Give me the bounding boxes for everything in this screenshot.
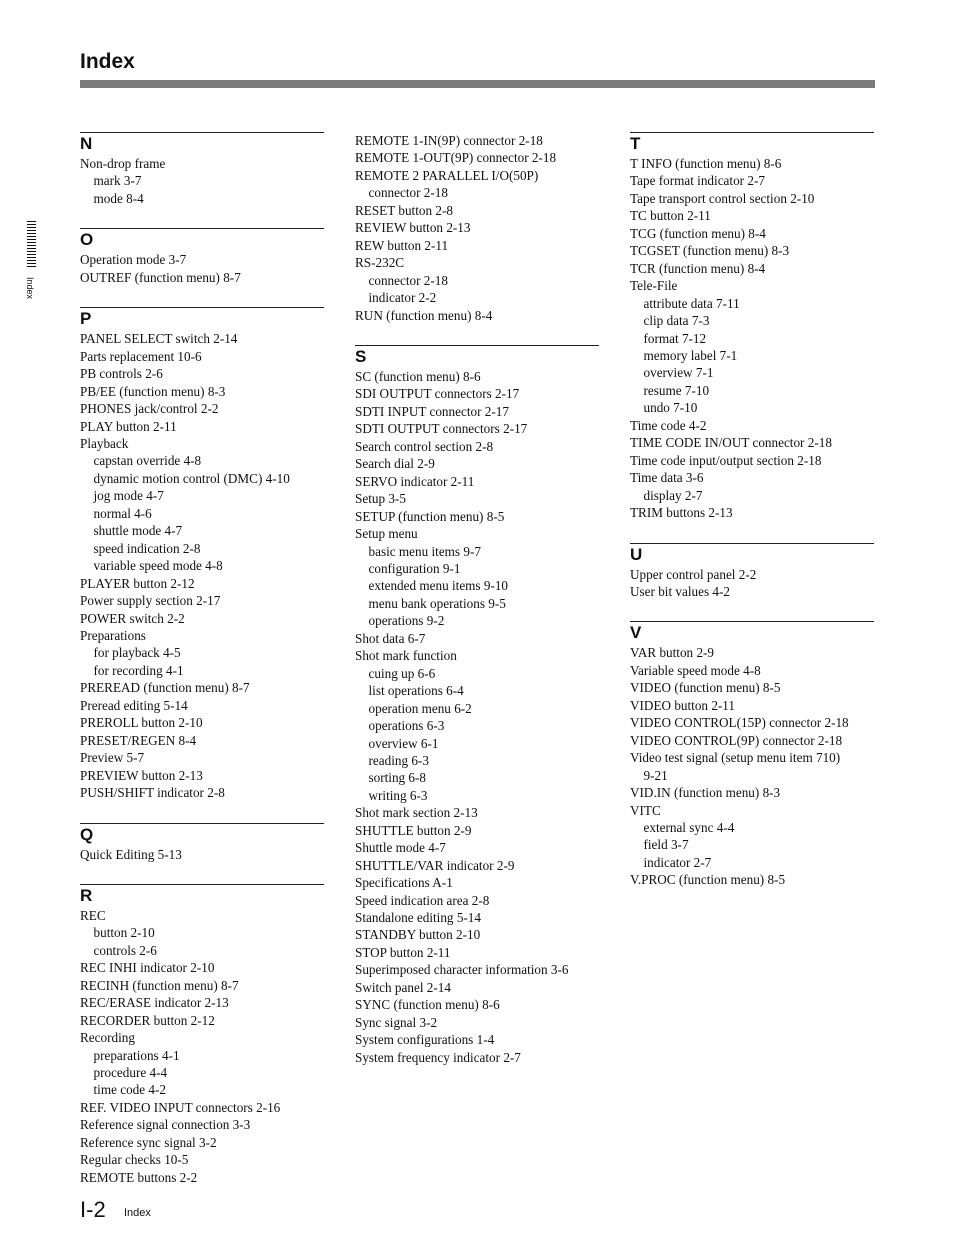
index-entry: Setup menu <box>355 526 418 542</box>
section-letter: T <box>630 134 641 153</box>
side-tab-label: Index <box>25 277 35 300</box>
index-entry: PREVIEW button 2-13 <box>80 767 203 783</box>
footer-label: Index <box>124 1207 151 1219</box>
section-rule <box>80 823 324 824</box>
index-entry: Time data 3-6 <box>630 470 704 486</box>
index-column-1 <box>80 132 324 1207</box>
index-entry: TCR (function menu) 8-4 <box>630 260 766 276</box>
index-entry: Time code 4-2 <box>630 417 707 433</box>
index-subentry: clip data 7-3 <box>643 313 710 329</box>
index-entry: Tele-File <box>630 278 678 294</box>
index-entry: Playback <box>80 435 129 451</box>
index-entry: VID.IN (function menu) 8-3 <box>630 785 781 801</box>
index-entry: REC <box>80 907 106 923</box>
index-subentry: connector 2-18 <box>368 185 448 201</box>
index-subentry: external sync 4-4 <box>643 819 735 835</box>
index-subentry: overview 6-1 <box>368 735 439 751</box>
index-entry: SERVO indicator 2-11 <box>355 473 475 489</box>
index-entry: RECORDER button 2-12 <box>80 1012 215 1028</box>
index-subentry: display 2-7 <box>643 487 703 503</box>
index-entry: Recording <box>80 1030 135 1046</box>
index-entry: Shot mark function <box>355 648 457 664</box>
index-subentry: controls 2-6 <box>93 942 157 958</box>
section-letter: Q <box>80 824 94 844</box>
section-rule <box>80 132 324 133</box>
index-section <box>80 884 324 1186</box>
index-entry: PREREAD (function menu) 8-7 <box>80 680 250 696</box>
index-entry: Reference signal connection 3-3 <box>80 1117 251 1133</box>
index-entry: Switch panel 2-14 <box>355 979 451 995</box>
index-subentry: overview 7-1 <box>643 365 714 381</box>
index-entry: Parts replacement 10-6 <box>80 348 202 364</box>
index-entry: Search dial 2-9 <box>355 456 435 472</box>
index-subentry: list operations 6-4 <box>368 683 464 699</box>
index-entry: V.PROC (function menu) 8-5 <box>630 872 786 888</box>
index-entry: Regular checks 10-5 <box>80 1152 189 1168</box>
index-entry: Sync signal 3-2 <box>355 1014 438 1030</box>
index-entry: PRESET/REGEN 8-4 <box>80 732 197 748</box>
index-subentry: capstan override 4-8 <box>93 453 202 469</box>
index-subentry: 9-21 <box>643 767 668 783</box>
section-letter: O <box>80 230 94 250</box>
index-subentry: operation menu 6-2 <box>368 700 472 716</box>
index-subentry: cuing up 6-6 <box>368 665 436 681</box>
index-entry: SYNC (function menu) 8-6 <box>355 997 500 1013</box>
index-section <box>80 228 324 286</box>
index-section <box>355 132 599 324</box>
index-subentry: button 2-10 <box>93 925 155 941</box>
index-subentry: memory label 7-1 <box>643 347 738 363</box>
index-subentry: attribute data 7-11 <box>643 295 740 311</box>
index-subentry: preparations 4-1 <box>93 1047 180 1063</box>
side-thumb-tab <box>27 221 36 267</box>
index-subentry: configuration 9-1 <box>368 560 461 576</box>
index-subentry: indicator 2-7 <box>643 854 712 870</box>
index-section <box>630 621 874 888</box>
index-entry: VAR button 2-9 <box>630 645 715 661</box>
index-entry: REW button 2-11 <box>355 237 449 253</box>
index-entry: SDI OUTPUT connectors 2-17 <box>355 386 520 402</box>
index-entry: REF. VIDEO INPUT connectors 2-16 <box>80 1099 281 1115</box>
index-entry: Specifications A-1 <box>355 875 453 891</box>
section-rule <box>630 132 874 133</box>
index-entry: REMOTE buttons 2-2 <box>80 1169 198 1185</box>
index-entry: RECINH (function menu) 8-7 <box>80 977 239 993</box>
index-entry: PANEL SELECT switch 2-14 <box>80 331 238 347</box>
index-column-2 <box>355 132 599 1087</box>
index-entry: Shot data 6-7 <box>355 630 426 646</box>
index-entry: Standalone editing 5-14 <box>355 910 481 926</box>
index-entry: Video test signal (setup menu item 710) <box>630 750 841 766</box>
index-entry: Shuttle mode 4-7 <box>355 840 446 856</box>
index-entry: REVIEW button 2-13 <box>355 220 471 236</box>
index-subentry: mode 8-4 <box>93 190 144 206</box>
index-entry: Upper control panel 2-2 <box>630 566 757 582</box>
index-subentry: extended menu items 9-10 <box>368 578 509 594</box>
index-entry: SHUTTLE button 2-9 <box>355 822 472 838</box>
index-entry: Quick Editing 5-13 <box>80 846 182 862</box>
index-subentry: for playback 4-5 <box>93 645 181 661</box>
index-entry: TC button 2-11 <box>630 208 711 224</box>
index-subentry: sorting 6-8 <box>368 770 427 786</box>
page-title: Index <box>80 50 135 73</box>
index-entry: Preread editing 5-14 <box>80 697 188 713</box>
index-subentry: speed indication 2-8 <box>93 540 201 556</box>
index-section <box>80 823 324 863</box>
section-rule <box>355 345 599 346</box>
index-subentry: jog mode 4-7 <box>93 488 164 504</box>
section-letter: S <box>355 346 367 366</box>
index-subentry: indicator 2-2 <box>368 290 437 306</box>
section-rule <box>80 228 324 229</box>
index-subentry: basic menu items 9-7 <box>368 543 481 559</box>
section-rule <box>80 307 324 308</box>
index-entry: REC/ERASE indicator 2-13 <box>80 995 229 1011</box>
section-rule <box>630 621 874 622</box>
index-entry: Tape transport control section 2-10 <box>630 190 815 206</box>
index-entry: Shot mark section 2-13 <box>355 805 478 821</box>
index-entry: SETUP (function menu) 8-5 <box>355 508 505 524</box>
index-entry: User bit values 4-2 <box>630 583 730 599</box>
index-entry: RS-232C <box>355 255 405 271</box>
index-entry: System frequency indicator 2-7 <box>355 1049 521 1065</box>
index-entry: SDTI INPUT connector 2-17 <box>355 403 509 419</box>
index-subentry: undo 7-10 <box>643 400 698 416</box>
index-entry: TCG (function menu) 8-4 <box>630 225 766 241</box>
index-entry: OUTREF (function menu) 8-7 <box>80 269 241 285</box>
index-entry: REMOTE 2 PARALLEL I/O(50P) <box>355 167 539 183</box>
index-entry: Superimposed character information 3-6 <box>355 962 569 978</box>
index-subentry: format 7-12 <box>643 330 707 346</box>
index-entry: Setup 3-5 <box>355 491 406 507</box>
index-entry: PB/EE (function menu) 8-3 <box>80 383 226 399</box>
index-entry: PB controls 2-6 <box>80 366 163 382</box>
index-subentry: time code 4-2 <box>93 1082 167 1098</box>
index-entry: Reference sync signal 3-2 <box>80 1134 217 1150</box>
index-entry: Operation mode 3-7 <box>80 252 187 268</box>
index-entry: Variable speed mode 4-8 <box>630 662 761 678</box>
index-subentry: operations 6-3 <box>368 718 445 734</box>
index-entry: TCGSET (function menu) 8-3 <box>630 243 790 259</box>
section-rule <box>80 884 324 885</box>
index-section <box>630 543 874 601</box>
index-entry: REMOTE 1-OUT(9P) connector 2-18 <box>355 150 557 166</box>
section-letter: V <box>630 623 642 643</box>
index-entry: STOP button 2-11 <box>355 944 451 960</box>
index-entry: REMOTE 1-IN(9P) connector 2-18 <box>355 133 543 148</box>
index-entry: PHONES jack/control 2-2 <box>80 401 219 417</box>
section-letter: R <box>80 885 93 905</box>
section-rule <box>630 543 874 544</box>
index-subentry: operations 9-2 <box>368 613 445 629</box>
index-subentry: normal 4-6 <box>93 505 152 521</box>
index-subentry: mark 3-7 <box>93 173 142 189</box>
index-column-3 <box>630 132 874 910</box>
index-entry: POWER switch 2-2 <box>80 610 185 626</box>
index-entry: RUN (function menu) 8-4 <box>355 307 493 323</box>
index-entry: VIDEO CONTROL(15P) connector 2-18 <box>630 715 849 731</box>
index-section <box>80 132 324 207</box>
index-entry: Preview 5-7 <box>80 750 145 766</box>
index-entry: SDTI OUTPUT connectors 2-17 <box>355 421 528 437</box>
index-entry: Non-drop frame <box>80 156 166 171</box>
index-section <box>355 345 599 1066</box>
index-entry: TRIM buttons 2-13 <box>630 505 733 521</box>
index-subentry: resume 7-10 <box>643 382 710 398</box>
section-letter: P <box>80 309 92 329</box>
index-entry: VIDEO (function menu) 8-5 <box>630 680 781 696</box>
index-entry: Power supply section 2-17 <box>80 593 221 609</box>
index-entry: STANDBY button 2-10 <box>355 927 481 943</box>
index-subentry: shuttle mode 4-7 <box>93 523 183 539</box>
index-subentry: dynamic motion control (DMC) 4-10 <box>93 470 290 486</box>
index-subentry: menu bank operations 9-5 <box>368 595 506 611</box>
index-entry: Time code input/output section 2-18 <box>630 452 822 468</box>
index-entry: PUSH/SHIFT indicator 2-8 <box>80 785 225 801</box>
page-number: I-2 <box>80 1197 106 1222</box>
index-entry: SC (function menu) 8-6 <box>355 368 481 384</box>
index-subentry: procedure 4-4 <box>93 1065 168 1081</box>
index-section <box>630 132 874 522</box>
index-entry: Search control section 2-8 <box>355 438 494 454</box>
index-entry: REC INHI indicator 2-10 <box>80 960 215 976</box>
section-letter: N <box>80 134 93 153</box>
index-entry: VIDEO CONTROL(9P) connector 2-18 <box>630 732 843 748</box>
index-entry: SHUTTLE/VAR indicator 2-9 <box>355 857 515 873</box>
index-entry: Preparations <box>80 627 146 643</box>
index-entry: PLAY button 2-11 <box>80 418 177 434</box>
index-entry: PREROLL button 2-10 <box>80 715 203 731</box>
index-entry: Tape format indicator 2-7 <box>630 173 765 189</box>
index-subentry: variable speed mode 4-8 <box>93 558 223 574</box>
index-entry: T INFO (function menu) 8-6 <box>630 156 782 171</box>
index-entry: VIDEO button 2-11 <box>630 697 735 713</box>
index-entry: System configurations 1-4 <box>355 1032 495 1048</box>
title-rule <box>80 80 875 88</box>
index-entry: TIME CODE IN/OUT connector 2-18 <box>630 435 832 451</box>
index-subentry: for recording 4-1 <box>93 662 184 678</box>
index-section <box>80 307 324 801</box>
index-subentry: field 3-7 <box>643 837 689 853</box>
index-subentry: writing 6-3 <box>368 787 428 803</box>
index-entry: RESET button 2-8 <box>355 202 453 218</box>
index-entry: VITC <box>630 802 661 818</box>
index-entry: PLAYER button 2-12 <box>80 575 195 591</box>
index-subentry: reading 6-3 <box>368 752 429 768</box>
index-entry: Speed indication area 2-8 <box>355 892 490 908</box>
index-subentry: connector 2-18 <box>368 272 448 288</box>
section-letter: U <box>630 544 643 564</box>
